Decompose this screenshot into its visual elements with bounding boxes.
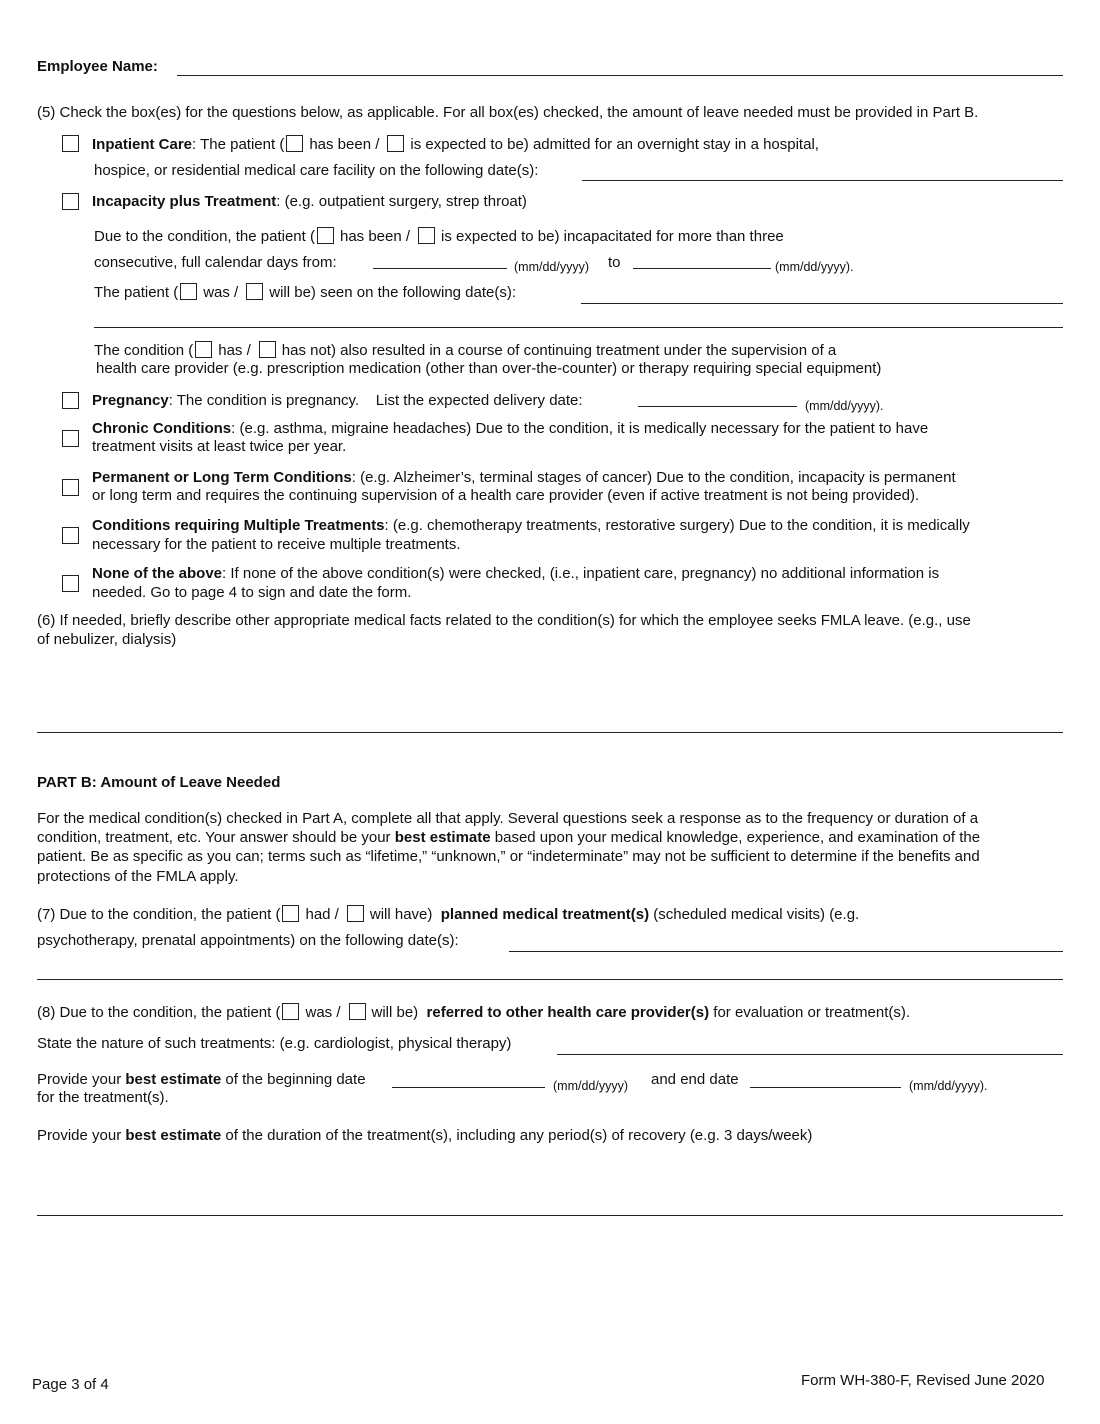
q8-duration-a: Provide your	[37, 1127, 126, 1144]
q8-was-label: was /	[305, 1004, 341, 1021]
chronic-line2: treatment visits at least twice per year.	[92, 438, 347, 455]
inpatient-expected-label: is expected to be) admitted for an overnight stay in a hospital,	[410, 136, 819, 153]
pregnancy-delivery-date-field[interactable]	[638, 406, 797, 407]
q8-best-estimate: best estimate	[125, 1071, 222, 1088]
incapacity-was-checkbox[interactable]	[180, 283, 197, 300]
multiple-treatments-title: Conditions requiring Multiple Treatments	[92, 517, 385, 534]
incapacity-was-label: was /	[203, 284, 239, 301]
incapacity-due-a: Due to the condition, the patient (	[94, 228, 315, 245]
incapacity-has-been-checkbox[interactable]	[317, 227, 334, 244]
incapacity-cond-b: has not) also resulted in a course of continuing treatment under the supervision of a	[281, 342, 837, 359]
incapacity-condition-line2: health care provider (e.g. prescription medication (other than over-the-counter) or therapy requiring special equipment)	[96, 360, 882, 377]
part-b-p3: patient. Be as specific as you can; terms such as “lifetime,” “unknown,” or “indeterminate” may not be sufficient to determine if the benefits and	[37, 848, 980, 865]
q7-will-have-checkbox[interactable]	[347, 905, 364, 922]
incapacity-has-label: has /	[218, 342, 251, 359]
q8-begin: of the beginning date	[221, 1071, 366, 1088]
permanent-checkbox[interactable]	[62, 479, 79, 496]
q8-will-be-checkbox[interactable]	[349, 1003, 366, 1020]
inpatient-care-title: Inpatient Care	[92, 136, 193, 153]
q7-line2: psychotherapy, prenatal appointments) on the following date(s):	[37, 932, 459, 949]
q7-will-have-label: will have)	[369, 906, 433, 923]
q8-duration-best-estimate: best estimate	[125, 1127, 222, 1144]
inpatient-has-been-checkbox[interactable]	[286, 135, 303, 152]
incapacity-to-date-format: (mm/dd/yyyy).	[775, 260, 854, 274]
q5-intro: (5) Check the box(es) for the questions below, as applicable. For all box(es) checked, the amount of leave needed must be provided in Part B.	[37, 104, 979, 121]
q8-was-checkbox[interactable]	[282, 1003, 299, 1020]
incapacity-from-date-format: (mm/dd/yyyy)	[514, 260, 589, 274]
q8-duration-line	[37, 1127, 812, 1145]
part-b-p2c: based upon your medical knowledge, experience, and examination of the	[490, 829, 981, 846]
incapacity-seen-dates-field[interactable]	[581, 303, 1063, 304]
q7-dates-field-2[interactable]	[37, 979, 1063, 980]
inpatient-care-line1	[92, 135, 819, 154]
multiple-treatments-checkbox[interactable]	[62, 527, 79, 544]
incapacity-has-been-label: has been /	[339, 228, 411, 245]
incapacity-from-date-field[interactable]	[373, 268, 507, 269]
none-of-above-line2: needed. Go to page 4 to sign and date the form.	[92, 584, 412, 601]
q8-end-date-field[interactable]	[750, 1087, 901, 1088]
q8-nature-label: State the nature of such treatments: (e.g. cardiologist, physical therapy)	[37, 1035, 512, 1052]
pregnancy-date-format: (mm/dd/yyyy).	[805, 399, 884, 413]
none-of-above-text: : If none of the above condition(s) were checked, (i.e., inpatient care, pregnancy) no additional information is	[222, 565, 940, 582]
part-b-p1: For the medical condition(s) checked in Part A, complete all that apply. Several questions seek a response as to the frequency or duration of a	[37, 810, 979, 827]
incapacity-due-line	[94, 227, 784, 246]
permanent-text: : (e.g. Alzheimer’s, terminal stages of cancer) Due to the condition, incapacity is permanent	[351, 469, 956, 486]
q8-begin-line	[37, 1071, 366, 1089]
incapacity-title-line	[92, 193, 527, 211]
incapacity-condition-line	[94, 341, 836, 360]
chronic-line1	[92, 420, 928, 438]
chronic-text: : (e.g. asthma, migraine headaches) Due to the condition, it is medically necessary for the patient to have	[231, 420, 929, 437]
form-id: Form WH-380-F, Revised June 2020	[801, 1372, 1045, 1389]
incapacity-title-rest: : (e.g. outpatient surgery, strep throat)	[276, 193, 527, 210]
incapacity-checkbox[interactable]	[62, 193, 79, 210]
permanent-line1	[92, 469, 956, 487]
page-number: Page 3 of 4	[32, 1376, 109, 1393]
multiple-treatments-line2: necessary for the patient to receive multiple treatments.	[92, 536, 461, 553]
part-b-best-estimate: best estimate	[394, 829, 491, 846]
incapacity-seen-b: will be) seen on the following date(s):	[269, 284, 517, 301]
inpatient-has-been-label: has been /	[309, 136, 380, 153]
incapacity-seen-line	[94, 283, 516, 302]
q8-provide: Provide your	[37, 1071, 126, 1088]
employee-name-field[interactable]	[177, 75, 1063, 76]
inpatient-expected-checkbox[interactable]	[387, 135, 404, 152]
q8-for-treatment: for the treatment(s).	[37, 1089, 169, 1106]
q7-text-a: (7) Due to the condition, the patient (	[37, 906, 281, 923]
q7-had-label: had /	[305, 906, 339, 923]
part-b-heading: PART B: Amount of Leave Needed	[37, 774, 281, 791]
multiple-treatments-text: : (e.g. chemotherapy treatments, restorative surgery) Due to the condition, it is medically	[384, 517, 970, 534]
q6-answer-field[interactable]	[37, 732, 1063, 733]
incapacity-due-b: is expected to be) incapacitated for more than three	[441, 228, 784, 245]
part-b-p4: protections of the FMLA apply.	[37, 868, 239, 885]
pregnancy-checkbox[interactable]	[62, 392, 79, 409]
pregnancy-text: : The condition is pregnancy. List the expected delivery date:	[168, 392, 583, 409]
incapacity-cond-a: The condition (	[94, 342, 194, 359]
q7-planned-treatment: planned medical treatment(s)	[440, 906, 650, 923]
q7-text-rest: (scheduled medical visits) (e.g.	[649, 906, 860, 923]
q6-line2: of nebulizer, dialysis)	[37, 631, 177, 648]
none-of-above-title: None of the above	[92, 565, 223, 582]
chronic-checkbox[interactable]	[62, 430, 79, 447]
permanent-title: Permanent or Long Term Conditions	[92, 469, 352, 486]
none-of-above-line1	[92, 565, 939, 583]
q8-end-date-format: (mm/dd/yyyy).	[909, 1079, 988, 1093]
q8-duration-b: of the duration of the treatment(s), including any period(s) of recovery (e.g. 3 days/week)	[221, 1127, 813, 1144]
q8-begin-date-format: (mm/dd/yyyy)	[553, 1079, 628, 1093]
q8-nature-field[interactable]	[557, 1054, 1063, 1055]
q7-dates-field[interactable]	[509, 951, 1063, 952]
incapacity-title: Incapacity plus Treatment	[92, 193, 277, 210]
q6-line1: (6) If needed, briefly describe other appropriate medical facts related to the condition(s) for which the employee seeks FMLA leave. (e.g., use	[37, 612, 971, 629]
inpatient-care-line2: hospice, or residential medical care facility on the following date(s):	[94, 162, 539, 179]
part-b-p2	[37, 829, 980, 847]
incapacity-to-label: to	[608, 254, 621, 271]
q8-duration-field[interactable]	[37, 1215, 1063, 1216]
incapacity-will-be-checkbox[interactable]	[246, 283, 263, 300]
q8-text-a: (8) Due to the condition, the patient (	[37, 1004, 281, 1021]
employee-name-label: Employee Name:	[37, 58, 158, 75]
q8-text-rest: for evaluation or treatment(s).	[709, 1004, 911, 1021]
q8-will-be-label: will be)	[371, 1004, 419, 1021]
q8-end-date-label: and end date	[651, 1071, 739, 1088]
incapacity-has-checkbox[interactable]	[195, 341, 212, 358]
incapacity-seen-a: The patient (	[94, 284, 179, 301]
pregnancy-title: Pregnancy	[92, 392, 169, 409]
incapacity-to-date-field[interactable]	[633, 268, 771, 269]
pregnancy-line	[92, 392, 583, 410]
q8-begin-date-field[interactable]	[392, 1087, 545, 1088]
q8-line1	[37, 1003, 910, 1022]
incapacity-seen-dates-field-2[interactable]	[94, 327, 1063, 328]
q8-referred: referred to other health care provider(s)	[426, 1004, 710, 1021]
inpatient-text-a: : The patient (	[192, 136, 285, 153]
q7-had-checkbox[interactable]	[282, 905, 299, 922]
multiple-treatments-line1	[92, 517, 970, 535]
none-of-above-checkbox[interactable]	[62, 575, 79, 592]
inpatient-care-checkbox[interactable]	[62, 135, 79, 152]
incapacity-has-not-checkbox[interactable]	[259, 341, 276, 358]
incapacity-expected-checkbox[interactable]	[418, 227, 435, 244]
inpatient-dates-field[interactable]	[582, 180, 1063, 181]
q7-line1	[37, 905, 859, 924]
chronic-title: Chronic Conditions	[92, 420, 232, 437]
permanent-line2: or long term and requires the continuing supervision of a health care provider (even if active treatment is not being provided).	[92, 487, 920, 504]
part-b-p2a: condition, treatment, etc. Your answer should be your	[37, 829, 395, 846]
incapacity-consecutive-label: consecutive, full calendar days from:	[94, 254, 337, 271]
